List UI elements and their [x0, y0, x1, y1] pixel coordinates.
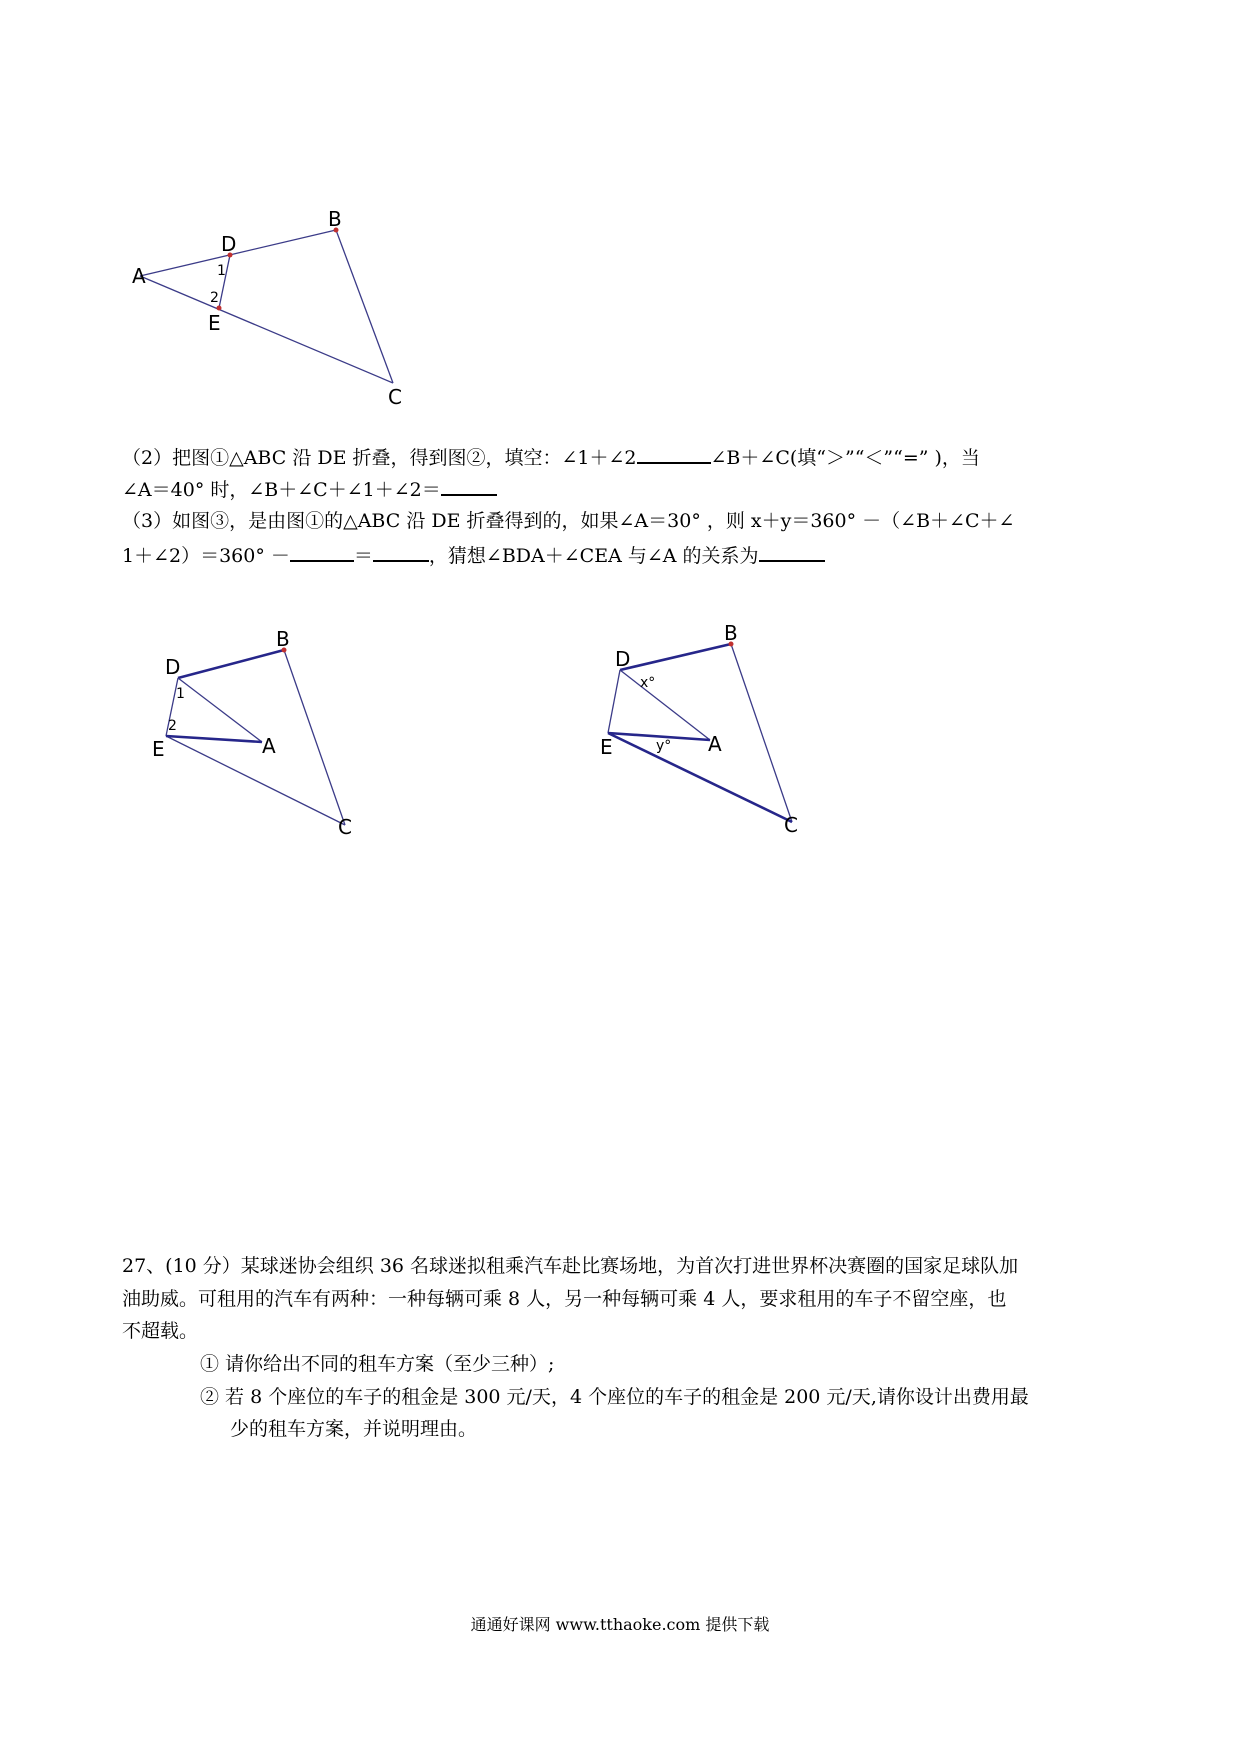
label-angle-2: 2 [210, 290, 219, 306]
label-angle-2: 2 [168, 718, 177, 734]
segment-da [620, 670, 710, 740]
label-e: E [208, 311, 221, 335]
label-angle-x: x° [640, 675, 656, 691]
q2-line-2: ∠A＝40° 时，∠B＋∠C＋∠1＋∠2＝ [122, 472, 497, 506]
q3-blank-1[interactable] [290, 538, 354, 562]
segment-ac [140, 276, 393, 383]
label-a: A [262, 734, 276, 758]
q27-line-3: 不超载。 [122, 1320, 199, 1342]
q27-item-1: ① 请你给出不同的租车方案（至少三种）; [200, 1353, 555, 1375]
segment-ab [140, 230, 336, 276]
label-b: B [328, 207, 342, 231]
segment-bc [336, 230, 393, 383]
segment-ec [608, 733, 792, 822]
label-a: A [132, 264, 146, 288]
label-c: C [338, 815, 352, 839]
q3-blank-2[interactable] [373, 538, 429, 562]
figure-1 [0, 0, 1240, 420]
label-e: E [152, 737, 165, 761]
q27-item-2-line-1: ② 若 8 个座位的车子的租金是 300 元/天，4 个座位的车子的租金是 200 元/天,请你设计出费用最 [200, 1386, 1029, 1408]
label-b: B [724, 621, 738, 645]
q3-line-1: （3）如图③，是由图①的△ABC 沿 DE 折叠得到的，如果∠A＝30° ，则 x＋y＝360° －（∠B＋∠C＋∠ [122, 510, 1015, 532]
page-footer: 通通好课网 www.tthaoke.com 提供下载 [470, 1615, 770, 1634]
q27-item-2-line-2: 少的租车方案，并说明理由。 [230, 1418, 478, 1440]
q3-blank-3[interactable] [759, 538, 825, 562]
label-d: D [221, 232, 237, 256]
label-c: C [784, 813, 798, 837]
q2-blank-2[interactable] [441, 472, 497, 496]
label-angle-1: 1 [176, 686, 185, 702]
point-e [217, 306, 222, 311]
q27-line-1: 27、(10 分）某球迷协会组织 36 名球迷拟租乘汽车赴比赛场地，为首次打进世界杯决赛圈的国家足球队加 [122, 1255, 1019, 1277]
q27-line-2: 油助威。可租用的汽车有两种：一种每辆可乘 8 人，另一种每辆可乘 4 人，要求租用的车子不留空座，也 [122, 1288, 1007, 1310]
figure-3 [0, 600, 1240, 860]
label-angle-1: 1 [217, 263, 226, 279]
label-b: B [276, 627, 290, 651]
q2-line-1: （2）把图①△ABC 沿 DE 折叠，得到图②，填空：∠1＋∠2 ∠B＋∠C(填“＞”“＜”“=” )，当 [122, 440, 980, 474]
segment-db [620, 644, 731, 670]
q3-line-2: 1＋∠2）＝360° － ＝ ，猜想∠BDA＋∠CEA 与∠A 的关系为 [122, 538, 825, 572]
label-d: D [165, 655, 181, 679]
label-d: D [615, 647, 631, 671]
segment-de [608, 670, 620, 733]
label-e: E [600, 735, 613, 759]
q2-blank-1[interactable] [637, 440, 711, 464]
segment-bc [731, 644, 792, 822]
label-angle-y: y° [656, 738, 672, 754]
label-c: C [388, 385, 402, 409]
label-a: A [708, 732, 722, 756]
